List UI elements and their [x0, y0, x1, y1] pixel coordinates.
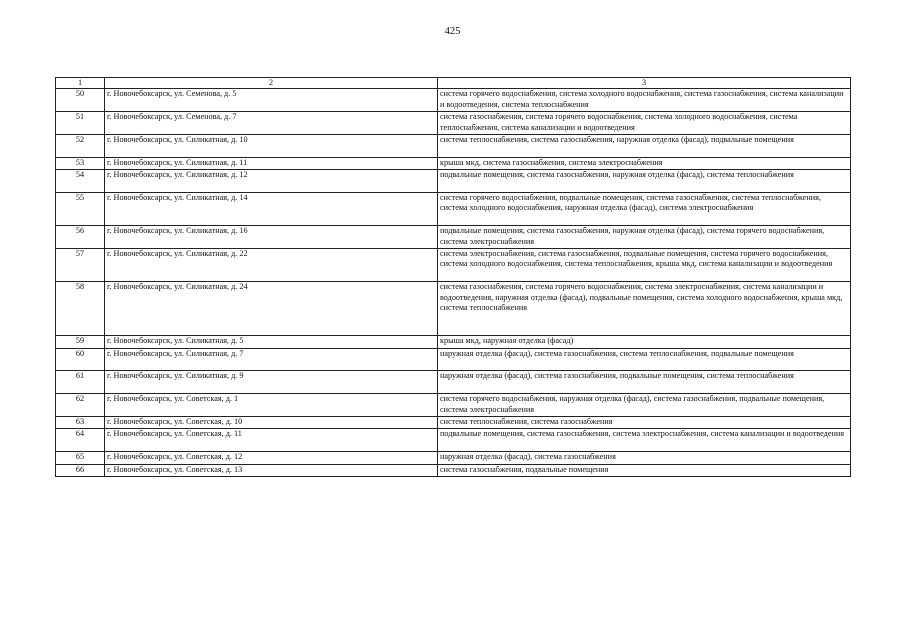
row-number: 55	[56, 192, 105, 225]
row-systems: система газоснабжения, система горячего водоснабжения, система холодного водоснабжения, система теплоснабжения, система канализации и водоотведения	[438, 112, 851, 135]
row-address: г. Новочебоксарск, ул. Советская, д. 10	[105, 416, 438, 428]
row-systems: система теплоснабжения, система газоснабжения	[438, 416, 851, 428]
table-row	[56, 248, 851, 281]
row-systems: система теплоснабжения, система газоснабжения, наружная отделка (фасад), подвальные помещения	[438, 135, 851, 158]
table-row	[56, 348, 851, 371]
row-number: 63	[56, 416, 105, 428]
row-address: г. Новочебоксарск, ул. Семенова, д. 5	[105, 89, 438, 112]
row-address: г. Новочебоксарск, ул. Советская, д. 13	[105, 464, 438, 476]
row-address: г. Новочебоксарск, ул. Силикатная, д. 11	[105, 157, 438, 169]
table-body	[56, 78, 851, 477]
row-number: 64	[56, 429, 105, 452]
header-col-number: 1	[56, 78, 105, 89]
row-address: г. Новочебоксарск, ул. Силикатная, д. 9	[105, 371, 438, 394]
row-address: г. Новочебоксарск, ул. Советская, д. 12	[105, 452, 438, 464]
row-address: г. Новочебоксарск, ул. Силикатная, д. 24	[105, 282, 438, 336]
row-systems: наружная отделка (фасад), система газоснабжения, подвальные помещения, система теплоснабжения	[438, 371, 851, 394]
row-number: 57	[56, 248, 105, 281]
table-header-row	[56, 78, 851, 89]
row-address: г. Новочебоксарск, ул. Силикатная, д. 14	[105, 192, 438, 225]
row-address: г. Новочебоксарск, ул. Силикатная, д. 5	[105, 336, 438, 348]
row-systems: крыша мкд, наружная отделка (фасад)	[438, 336, 851, 348]
row-number: 66	[56, 464, 105, 476]
row-systems: подвальные помещения, система газоснабжения, наружная отделка (фасад), система теплоснабжения	[438, 170, 851, 193]
table-row	[56, 429, 851, 452]
header-col-address: 2	[105, 78, 438, 89]
table-row	[56, 226, 851, 249]
row-systems: наружная отделка (фасад), система газоснабжения, система теплоснабжения, подвальные помещения	[438, 348, 851, 371]
table-row	[56, 112, 851, 135]
row-address: г. Новочебоксарск, ул. Силикатная, д. 22	[105, 248, 438, 281]
table-row	[56, 170, 851, 193]
table-row	[56, 371, 851, 394]
row-number: 50	[56, 89, 105, 112]
row-address: г. Новочебоксарск, ул. Силикатная, д. 16	[105, 226, 438, 249]
table-row	[56, 282, 851, 336]
table-row	[56, 416, 851, 428]
table-row	[56, 394, 851, 417]
table-row	[56, 452, 851, 464]
row-number: 52	[56, 135, 105, 158]
table-row	[56, 336, 851, 348]
row-number: 65	[56, 452, 105, 464]
row-number: 58	[56, 282, 105, 336]
table-row	[56, 464, 851, 476]
row-number: 61	[56, 371, 105, 394]
row-address: г. Новочебоксарск, ул. Силикатная, д. 10	[105, 135, 438, 158]
row-systems: система горячего водоснабжения, система холодного водоснабжения, система газоснабжения, система канализации и водоотведения, система теплоснабжения	[438, 89, 851, 112]
row-systems: крыша мкд, система газоснабжения, система электроснабжения	[438, 157, 851, 169]
row-address: г. Новочебоксарск, ул. Силикатная, д. 7	[105, 348, 438, 371]
row-address: г. Новочебоксарск, ул. Семенова, д. 7	[105, 112, 438, 135]
page-number: 425	[444, 26, 461, 37]
table-row	[56, 192, 851, 225]
row-systems: система электроснабжения, система газоснабжения, подвальные помещения, система горячего водоснабжения, система холодного водоснабжения, система теплоснабжения, крыша мкд, система канализации и водоотведения	[438, 248, 851, 281]
table-row	[56, 89, 851, 112]
row-number: 62	[56, 394, 105, 417]
header-col-systems: 3	[438, 78, 851, 89]
row-systems: система газоснабжения, подвальные помещения	[438, 464, 851, 476]
row-number: 56	[56, 226, 105, 249]
row-number: 54	[56, 170, 105, 193]
row-number: 53	[56, 157, 105, 169]
table-row	[56, 157, 851, 169]
row-systems: система горячего водоснабжения, подвальные помещения, система газоснабжения, система теплоснабжения, система холодного водоснабжения, наружная отделка (фасад), система электроснабжения	[438, 192, 851, 225]
row-systems: система горячего водоснабжения, наружная отделка (фасад), система газоснабжения, подвальные помещения, система электроснабжения	[438, 394, 851, 417]
row-systems: подвальные помещения, система газоснабжения, система электроснабжения, система канализации и водоотведения	[438, 429, 851, 452]
row-number: 51	[56, 112, 105, 135]
table-row	[56, 135, 851, 158]
row-number: 59	[56, 336, 105, 348]
row-systems: подвальные помещения, система газоснабжения, наружная отделка (фасад), система горячего водоснабжения, система электроснабжения	[438, 226, 851, 249]
housing-registry-table	[55, 77, 851, 477]
row-systems: наружная отделка (фасад), система газоснабжения	[438, 452, 851, 464]
row-address: г. Новочебоксарск, ул. Советская, д. 1	[105, 394, 438, 417]
row-number: 60	[56, 348, 105, 371]
row-systems: система газоснабжения, система горячего водоснабжения, система электроснабжения, система канализации и водоотведения, наружная отделка (фасад), подвальные помещения, система холодного водоснабжения, крыша мкд, система теплоснабжения	[438, 282, 851, 336]
row-address: г. Новочебоксарск, ул. Силикатная, д. 12	[105, 170, 438, 193]
row-address: г. Новочебоксарск, ул. Советская, д. 11	[105, 429, 438, 452]
